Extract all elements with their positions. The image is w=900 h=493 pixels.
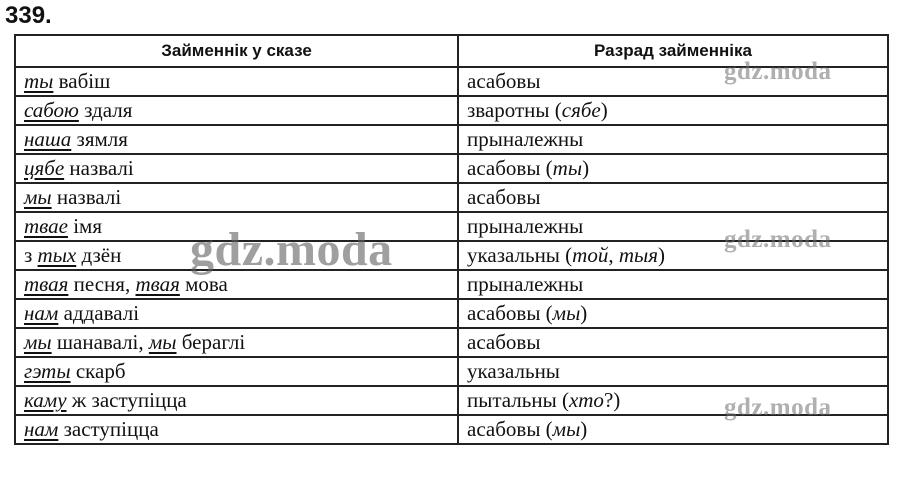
plain-text: аддавалі xyxy=(58,301,140,325)
plain-text: асабовы xyxy=(467,330,541,354)
plain-text: шанавалі, xyxy=(51,330,149,354)
plain-text: асабовы xyxy=(467,185,541,209)
plain-text: зваротны ( xyxy=(467,98,562,122)
plain-text: скарб xyxy=(70,359,126,383)
watermark-small: gdz.moda xyxy=(724,226,832,253)
category-cell xyxy=(458,96,888,125)
pronoun-cell xyxy=(15,154,458,183)
category-cell xyxy=(458,270,888,299)
table-row xyxy=(15,241,888,270)
pronoun-text: твае xyxy=(24,214,68,238)
plain-text: заступіцца xyxy=(58,417,159,441)
pronoun-text: ты xyxy=(24,69,54,93)
plain-text: ) xyxy=(657,243,665,267)
pronoun-text: мы xyxy=(148,330,177,354)
watermark-large: gdz.moda xyxy=(190,223,393,276)
header-pronoun-category: Разрад займенніка xyxy=(458,35,888,67)
pronoun-text: ты xyxy=(552,156,583,180)
pronoun-cell xyxy=(15,299,458,328)
pronoun-cell xyxy=(15,67,458,96)
category-cell xyxy=(458,357,888,386)
pronoun-cell xyxy=(15,328,458,357)
pronoun-text: мы xyxy=(24,185,52,209)
plain-text: здаля xyxy=(78,98,133,122)
pronoun-text: каму xyxy=(24,388,67,412)
plain-text: ) xyxy=(580,417,588,441)
table-row xyxy=(15,328,888,357)
exercise-number: 339. xyxy=(5,2,52,29)
category-cell xyxy=(458,241,888,270)
category-cell xyxy=(458,125,888,154)
pronoun-text: гэты xyxy=(24,359,71,383)
category-cell xyxy=(458,299,888,328)
plain-text: песня, xyxy=(68,272,136,296)
plain-text: з xyxy=(24,243,38,267)
plain-text: указальны xyxy=(467,359,560,383)
plain-text: вабіш xyxy=(53,69,111,93)
category-cell xyxy=(458,67,888,96)
pronoun-cell xyxy=(15,96,458,125)
plain-text: асабовы xyxy=(467,69,541,93)
pronoun-cell xyxy=(15,270,458,299)
plain-text: ?) xyxy=(603,388,621,412)
pronoun-text: той xyxy=(572,243,609,267)
plain-text: ) xyxy=(580,301,588,325)
pronoun-text: нам xyxy=(24,417,59,441)
pronoun-text: нам xyxy=(24,301,59,325)
pronoun-text: тыя xyxy=(618,243,658,267)
pronoun-text: тых xyxy=(37,243,77,267)
plain-text: дзён xyxy=(76,243,122,267)
category-cell xyxy=(458,212,888,241)
plain-text: імя xyxy=(67,214,103,238)
category-cell xyxy=(458,328,888,357)
table-body xyxy=(15,67,888,444)
pronoun-cell xyxy=(15,212,458,241)
table-row xyxy=(15,67,888,96)
plain-text: , xyxy=(608,243,619,267)
plain-text: зямля xyxy=(71,127,128,151)
table-row xyxy=(15,357,888,386)
category-cell xyxy=(458,386,888,415)
pronoun-text: хто xyxy=(568,388,604,412)
pronoun-text: мы xyxy=(552,417,581,441)
category-cell xyxy=(458,154,888,183)
table-row xyxy=(15,386,888,415)
table-row xyxy=(15,125,888,154)
plain-text: ) xyxy=(582,156,590,180)
table-row xyxy=(15,270,888,299)
pronoun-text: цябе xyxy=(24,156,65,180)
table-row xyxy=(15,154,888,183)
table-row xyxy=(15,96,888,125)
plain-text: пытальны ( xyxy=(467,388,569,412)
pronoun-text: сябе xyxy=(561,98,601,122)
category-cell xyxy=(458,183,888,212)
table-row xyxy=(15,299,888,328)
pronoun-text: твая xyxy=(135,272,180,296)
table-row xyxy=(15,415,888,444)
pronoun-text: твая xyxy=(24,272,69,296)
header-pronoun-in-sentence: Займеннік у сказе xyxy=(15,35,458,67)
plain-text: асабовы ( xyxy=(467,156,553,180)
pronoun-cell xyxy=(15,357,458,386)
plain-text: мова xyxy=(179,272,228,296)
plain-text: прыналежны xyxy=(467,214,584,238)
table-row xyxy=(15,183,888,212)
watermark-small: gdz.moda xyxy=(724,394,832,421)
plain-text: назвалі xyxy=(51,185,122,209)
plain-text: берaглі xyxy=(176,330,246,354)
plain-text: прыналежны xyxy=(467,127,584,151)
plain-text: прыналежны xyxy=(467,272,584,296)
plain-text: ) xyxy=(600,98,608,122)
pronoun-cell xyxy=(15,183,458,212)
table-row xyxy=(15,212,888,241)
plain-text: назвалі xyxy=(64,156,134,180)
watermark-small: gdz.moda xyxy=(724,58,832,85)
pronoun-cell xyxy=(15,241,458,270)
pronoun-cell xyxy=(15,125,458,154)
pronoun-table xyxy=(14,34,889,445)
pronoun-text: мы xyxy=(552,301,581,325)
pronoun-text: мы xyxy=(24,330,52,354)
pronoun-text: наша xyxy=(24,127,72,151)
plain-text: ж заступіцца xyxy=(66,388,187,412)
pronoun-cell xyxy=(15,415,458,444)
category-cell xyxy=(458,415,888,444)
plain-text: указальны ( xyxy=(467,243,573,267)
table-header-row xyxy=(15,35,888,67)
plain-text: асабовы ( xyxy=(467,301,553,325)
plain-text: асабовы ( xyxy=(467,417,553,441)
pronoun-text: сабою xyxy=(24,98,79,122)
pronoun-cell xyxy=(15,386,458,415)
